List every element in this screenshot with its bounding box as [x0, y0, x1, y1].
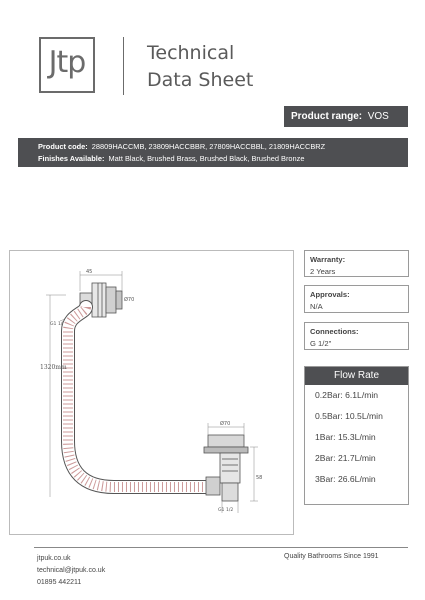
connections-label: Connections:: [310, 327, 359, 336]
product-code-bar: [18, 138, 408, 167]
finishes-label: Finishes Available:: [38, 153, 105, 163]
dim-thread-top-label: G1 1/2: [50, 322, 66, 327]
flow-rate-value: 15.3L/min: [337, 432, 376, 442]
flexible-hose: [68, 307, 205, 487]
product-range-value: VOS: [367, 111, 389, 122]
dim-length-label: 1320mm: [40, 364, 67, 371]
dim-height-label: 58: [256, 475, 263, 481]
product-range-label: Product range:: [291, 111, 363, 122]
footer-website[interactable]: jtpuk.co.uk: [37, 555, 71, 562]
footer-email[interactable]: technical@jtpuk.co.uk: [37, 567, 106, 574]
flow-rate-row: [305, 469, 408, 490]
document-title: [147, 40, 253, 94]
technical-drawing-svg: [10, 251, 295, 536]
footer-slogan: Quality Bathrooms Since 1991: [284, 553, 379, 560]
waste-fitting: [204, 435, 248, 501]
footer-phone: 01895 442211: [37, 579, 82, 586]
footer-divider: [34, 547, 408, 548]
flow-rate-box: [304, 366, 409, 505]
flow-pressure: 2Bar:: [315, 453, 336, 463]
flow-rate-row: [305, 385, 408, 406]
product-code-values: 28809HACCMB, 23809HACCBBR, 27809HACCBBL, 21809HACCBRZ: [91, 142, 326, 151]
technical-drawing: [9, 250, 294, 535]
flow-pressure: 0.2Bar:: [315, 390, 343, 400]
header-divider: [123, 37, 124, 95]
logo-text: Jtp: [48, 45, 86, 80]
connections-value: G 1/2": [310, 339, 332, 348]
title-line-1: Technical: [147, 42, 235, 64]
warranty-label: Warranty:: [310, 255, 346, 264]
warranty-value: 2 Years: [310, 267, 336, 276]
flow-rate-value: 26.6L/min: [337, 474, 376, 484]
title-line-2: Data Sheet: [147, 69, 254, 91]
product-range-bar: [284, 106, 408, 127]
flow-rate-row: [305, 427, 408, 448]
flow-pressure: 0.5Bar:: [315, 411, 343, 421]
dim-waste-dia-label: Ø70: [220, 421, 231, 427]
approvals-box: [304, 285, 409, 313]
dim-overflow-dia-label: Ø70: [124, 297, 135, 303]
dimension-height: [250, 447, 258, 501]
product-code-line: [38, 141, 408, 153]
warranty-box: [304, 250, 409, 277]
flow-rate-row: [305, 406, 408, 427]
footer-contact: [37, 553, 105, 589]
flow-rate-value: 21.7L/min: [337, 453, 376, 463]
jtp-logo: [39, 37, 95, 93]
flow-rate-value: 10.5L/min: [345, 411, 383, 421]
approvals-value: N/A: [310, 302, 323, 311]
finishes-values: Matt Black, Brushed Brass, Brushed Black, Brushed Bronze: [108, 153, 305, 163]
finishes-line: [38, 153, 408, 165]
dim-top-width-label: 45: [86, 269, 93, 275]
flow-rate-value: 6.1L/min: [345, 390, 379, 400]
connections-box: [304, 322, 409, 350]
product-code-label: Product code:: [38, 142, 88, 151]
dim-thread-bottom-label: G1 1/2: [218, 508, 234, 513]
flow-pressure: 1Bar:: [315, 432, 336, 442]
flow-rate-title: Flow Rate: [305, 367, 408, 385]
approvals-label: Approvals:: [310, 290, 350, 299]
flow-pressure: 3Bar:: [315, 474, 336, 484]
flow-rate-row: [305, 448, 408, 469]
